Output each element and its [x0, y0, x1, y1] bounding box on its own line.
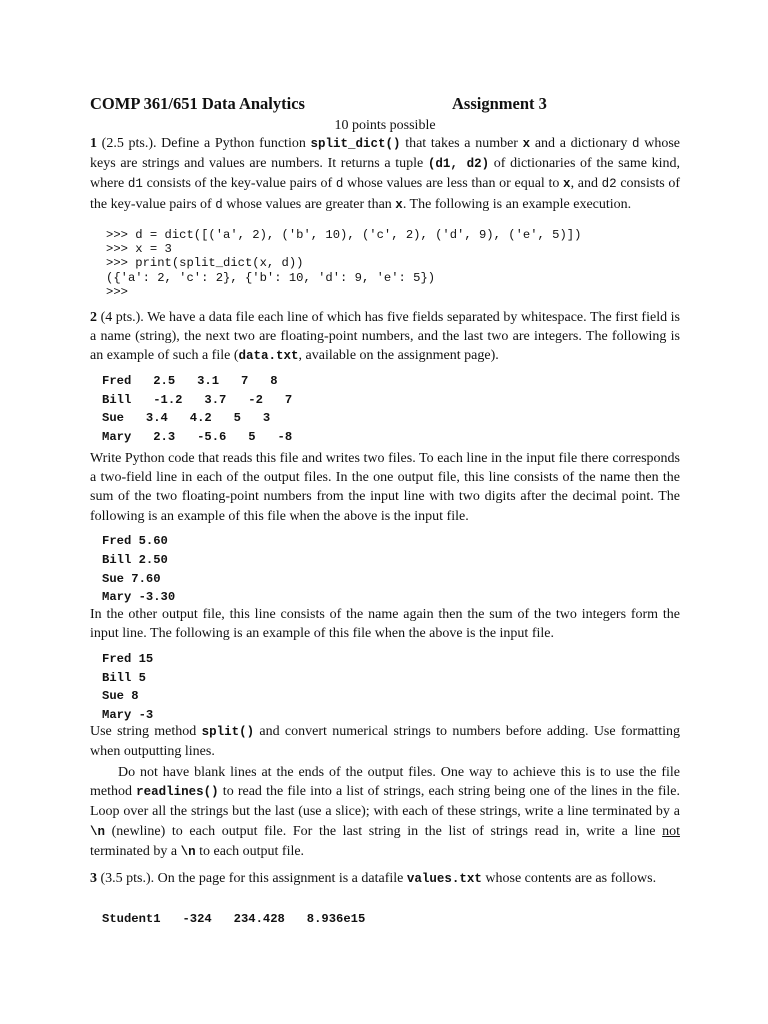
- function-name: split_dict(): [310, 137, 401, 151]
- split-method: split(): [201, 725, 255, 739]
- assignment-title: Assignment 3: [452, 94, 547, 113]
- output-line: Fred 5.60: [102, 534, 168, 548]
- values-filename: values.txt: [406, 872, 482, 886]
- q2-paragraph-4: Use string method split() and convert numerical strings to numbers before adding. Use formatting when outputting lines.: [90, 724, 680, 760]
- q2-paragraph-3: In the other output file, this line consists of the name again then the sum of the two integers form the input line. The following is an example of this file when the above is the input file.: [90, 607, 680, 642]
- q3-data-row: Student1 -324 234.428 8.936e15: [102, 912, 366, 926]
- data-line: Mary 2.3 -5.6 5 -8: [102, 429, 293, 444]
- output-line: Bill 5: [102, 670, 146, 685]
- output-line: Sue 8: [102, 689, 139, 703]
- code-line: ({'a': 2, 'c': 2}, {'b': 10, 'd': 9, 'e': 5}): [106, 270, 436, 285]
- readlines-method: readlines(): [136, 785, 219, 800]
- data-line: Sue 3.4 4.2 5 3: [102, 411, 271, 425]
- q2-paragraph-5: Do not have blank lines at the ends of the output files. One way to achieve this is to use the file method readlines() to read the file into a list of strings, each string being one of the lines in the file. Loop over all the strings but the last (use a slice); with each of these strings, write a line terminated by a \n (newline) to each output file. For the last string in the list of strings read in, write a line not terminated by a \n to each output file.: [90, 765, 680, 859]
- code-line: >>> print(split_dict(x, d)): [106, 256, 304, 271]
- q2-output-file-2: [102, 650, 153, 724]
- q2-number: 2: [90, 310, 97, 325]
- q2-output-file-1: [102, 532, 175, 607]
- q1-example-code: [106, 228, 581, 299]
- data-line: Bill -1.2 3.7 -2 7: [102, 392, 293, 407]
- data-line: Fred 2.5 3.1 7 8: [102, 374, 278, 388]
- q2-intro: 2 (4 pts.). We have a data file each line of which has five fields separated by whitespace. The first field is a name (string), the next two are floating-point numbers, and the last two are integers. The following is an example of such a file (data.txt, available on the assignment page).: [90, 310, 680, 364]
- output-line: Mary -3.30: [102, 590, 176, 605]
- code-line: >>> x = 3: [106, 242, 172, 257]
- output-line: Sue 7.60: [102, 571, 161, 586]
- output-line: Fred 15: [102, 652, 154, 666]
- q1-number: 1: [90, 136, 97, 151]
- q3-number: 3: [90, 871, 97, 886]
- q2-paragraph-2: Write Python code that reads this file and writes two files. To each line in the input file there corresponds a two-field line in each of the output files. In the one output file, this line consists of the name then the sum of the two floating-point numbers from the input line with two digits after the decimal point. The following is an example of this file when the above is the input file.: [90, 451, 680, 524]
- q2-data-file: [102, 372, 292, 446]
- output-line: Bill 2.50: [102, 552, 168, 567]
- code-line: >>>: [106, 284, 128, 299]
- output-line: Mary -3: [102, 707, 154, 722]
- q3-intro: 3 (3.5 pts.). On the page for this assignment is a datafile values.txt whose contents are as follows.: [90, 871, 657, 886]
- q1-text: 1 (2.5 pts.). Define a Python function split_dict() that takes a number x and a dictionary d whose keys are strings and values are numbers. It returns a tuple (d1, d2) of dictionaries of the same kind, where d1 consists of the key-value pairs of d whose values are less than or equal to x, and d2 consists of the key-value pairs of d whose values are greater than x. The following is an example execution.: [90, 136, 681, 212]
- data-filename: data.txt: [238, 349, 299, 364]
- code-line: >>> d = dict([('a', 2), ('b', 10), ('c', 2), ('d', 9), ('e', 5)]): [106, 228, 582, 242]
- course-title: COMP 361/651 Data Analytics: [90, 94, 305, 113]
- points-possible: 10 points possible: [334, 118, 436, 133]
